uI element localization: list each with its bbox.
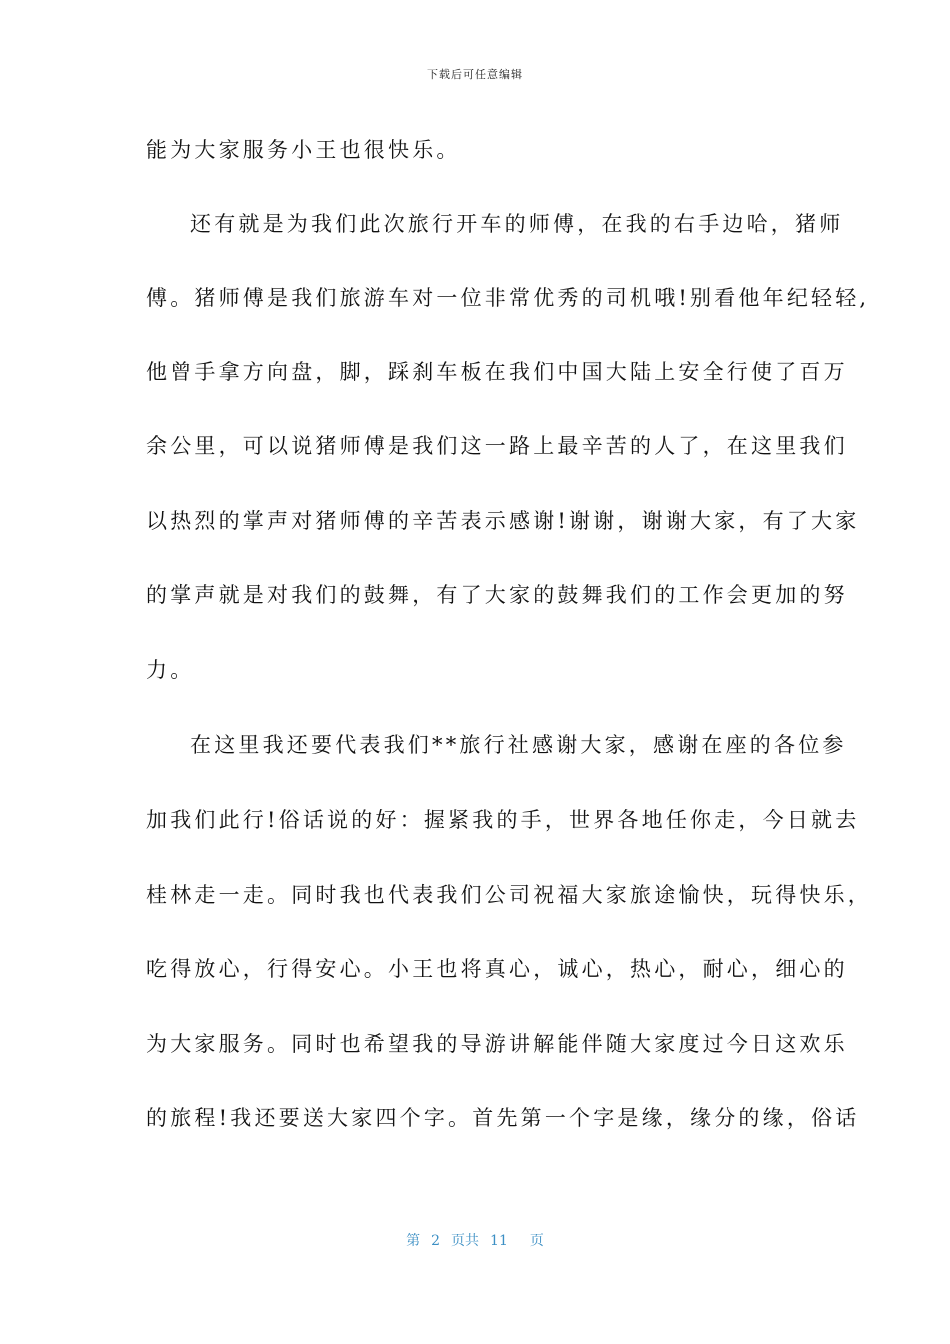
total-page-count: 11 [490, 1233, 508, 1249]
page-footer [0, 1230, 950, 1250]
body-line-7: 的掌声就是对我们的鼓舞，有了大家的鼓舞我们的工作会更加的努 [146, 583, 848, 607]
body-line-12: 吃得放心，行得安心。小王也将真心，诚心，热心，耐心，细心的 [146, 957, 848, 981]
footer-suffix: 页 [529, 1233, 544, 1249]
body-line-5: 余公里，可以说猪师傅是我们这一路上最辛苦的人了，在这里我们 [146, 434, 848, 458]
body-line-3: 傅。猪师傅是我们旅游车对一位非常优秀的司机哦!别看他年纪轻轻, [146, 286, 870, 310]
footer-middle: 页共 [451, 1233, 480, 1249]
body-line-6: 以热烈的掌声对猪师傅的辛苦表示感谢!谢谢，谢谢大家，有了大家 [146, 509, 860, 533]
body-line-10: 加我们此行!俗话说的好：握紧我的手，世界各地任你走，今日就去 [146, 808, 860, 832]
body-line-4: 他曾手拿方向盘，脚，踩刹车板在我们中国大陆上安全行使了百万 [146, 360, 848, 384]
current-page-number: 2 [431, 1233, 441, 1249]
page-header: 下载后可任意编辑 [427, 68, 523, 81]
body-line-8: 力。 [146, 658, 195, 682]
body-line-2: 还有就是为我们此次旅行开车的师傅，在我的右手边哈，猪师 [190, 212, 844, 236]
body-line-9: 在这里我还要代表我们**旅行社感谢大家，感谢在座的各位参 [190, 733, 847, 757]
body-line-11: 桂林走一走。同时我也代表我们公司祝福大家旅途愉快，玩得快乐， [146, 883, 872, 907]
body-line-1: 能为大家服务小王也很快乐。 [146, 138, 461, 162]
footer-prefix: 第 [406, 1233, 421, 1249]
body-line-14: 的旅程!我还要送大家四个字。首先第一个字是缘，缘分的缘，俗话 [146, 1106, 860, 1130]
body-line-13: 为大家服务。同时也希望我的导游讲解能伴随大家度过今日这欢乐 [146, 1032, 848, 1056]
